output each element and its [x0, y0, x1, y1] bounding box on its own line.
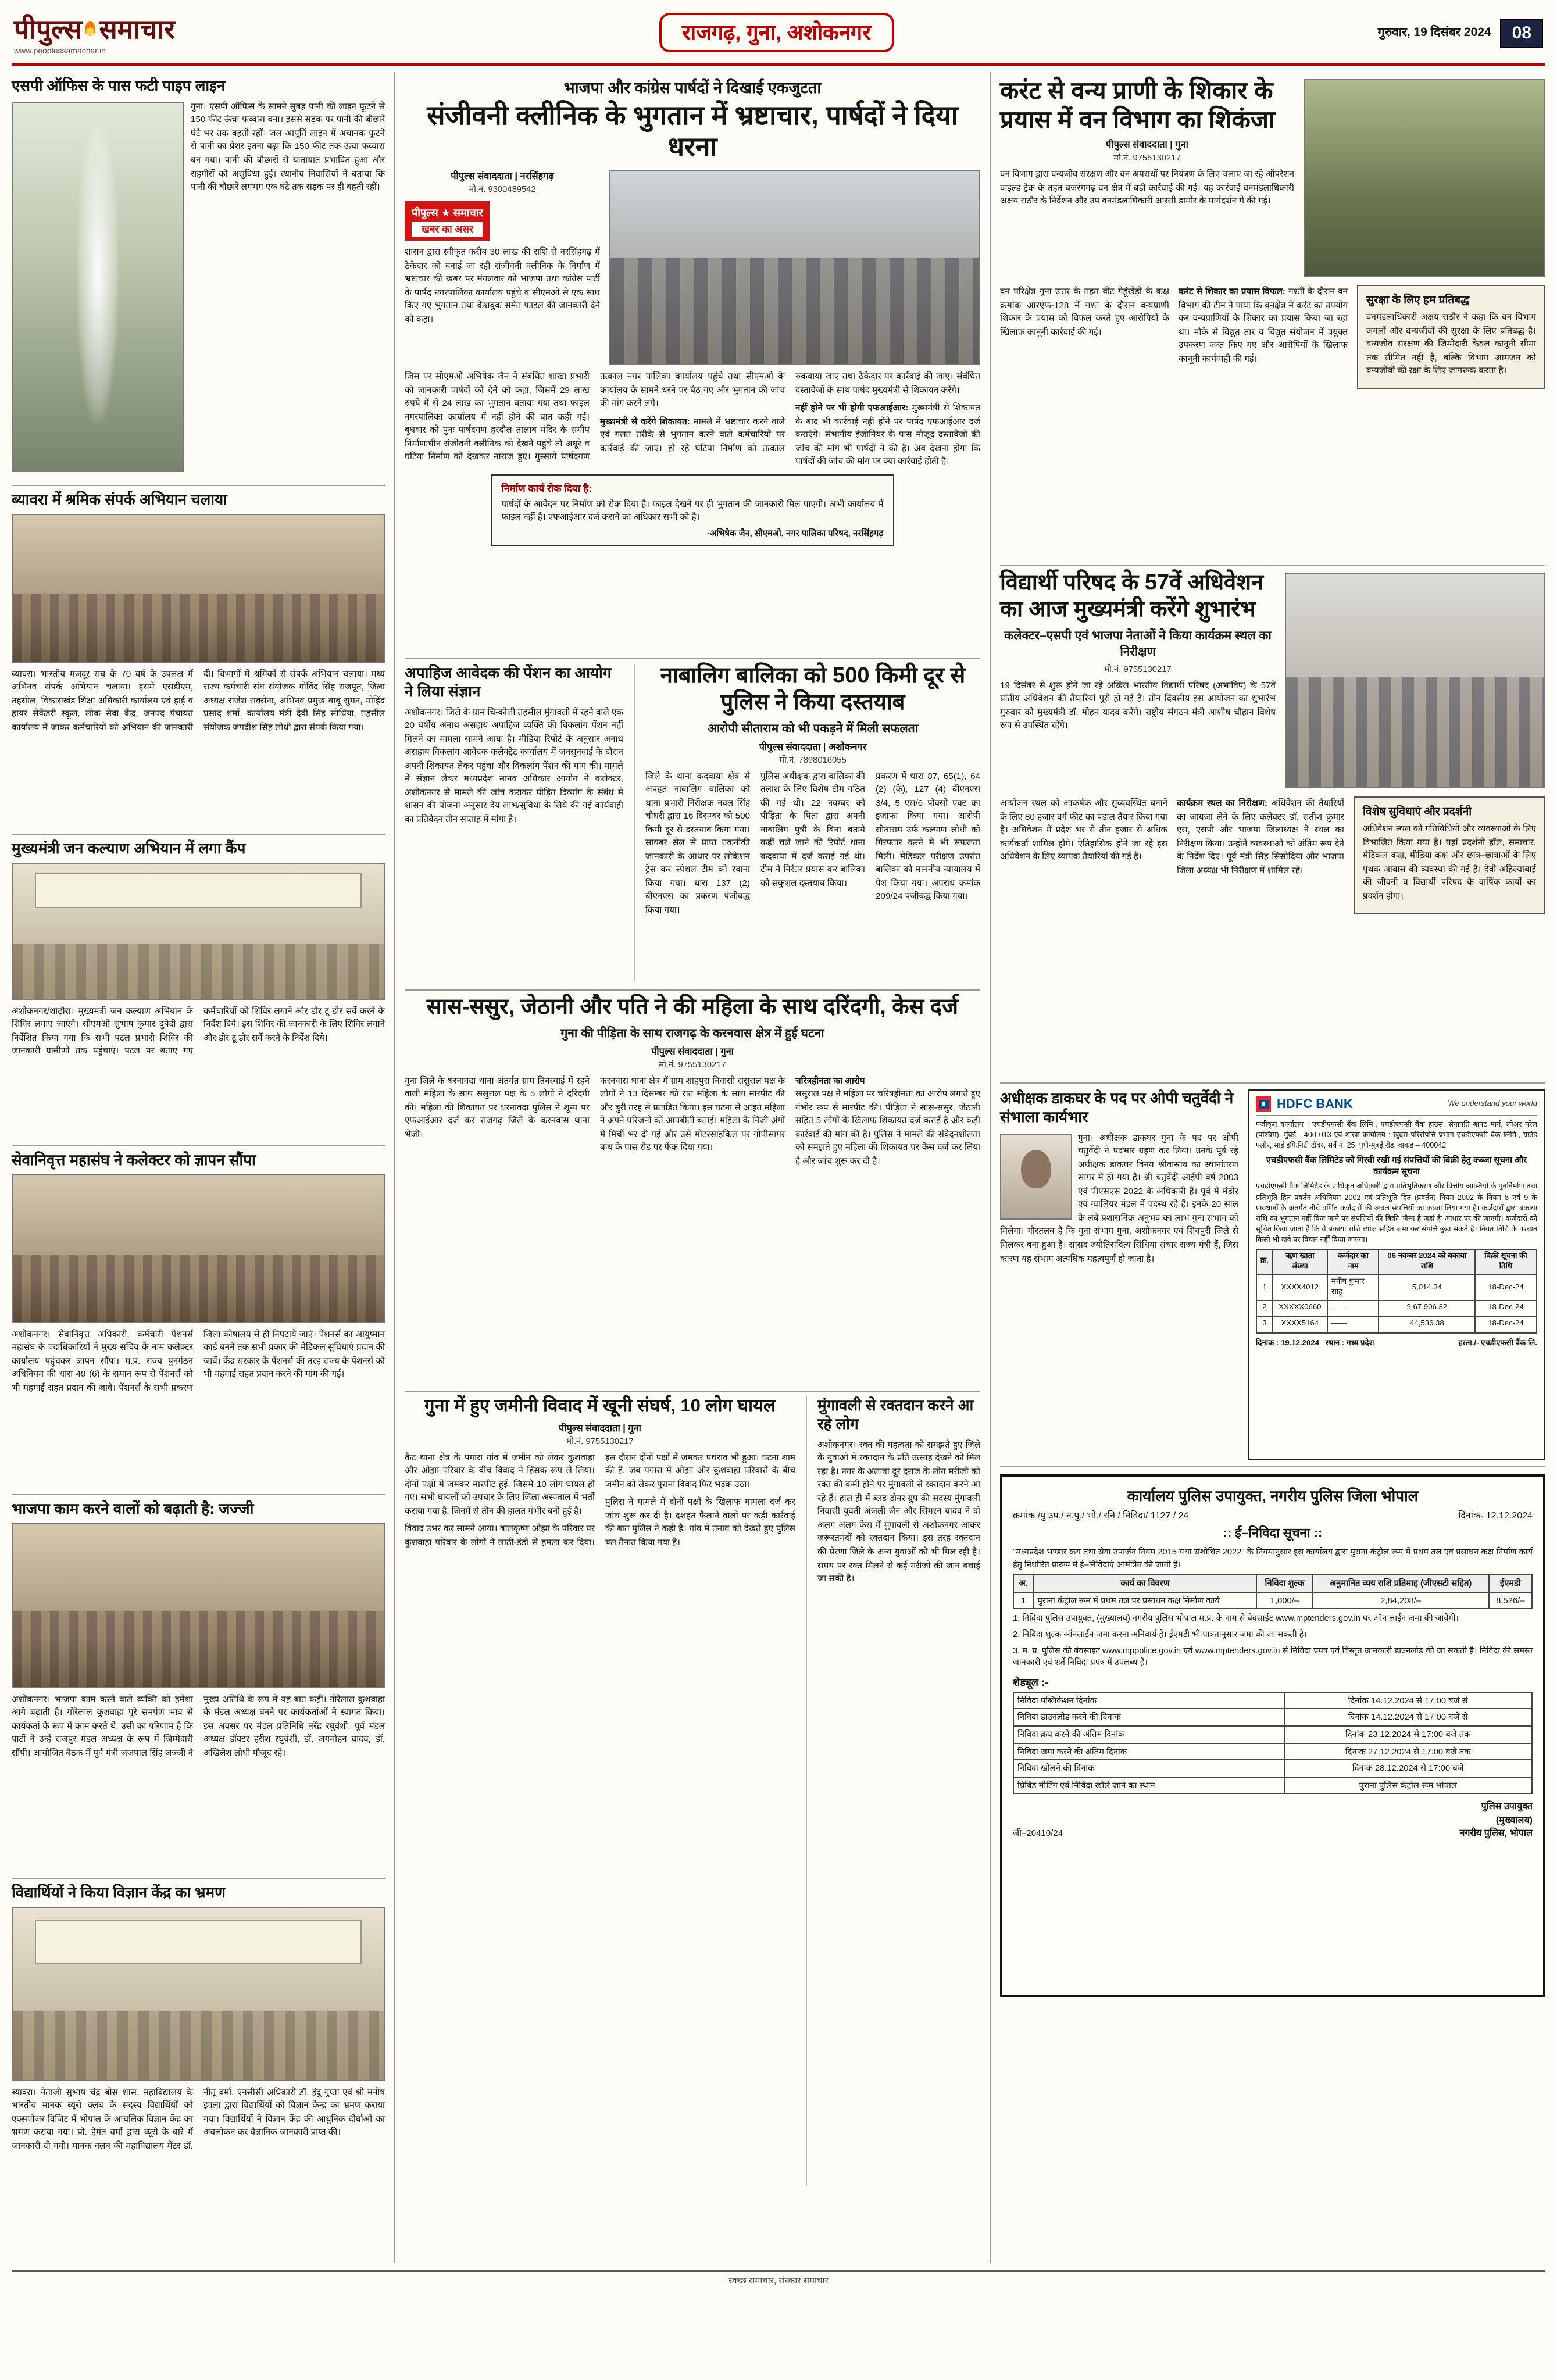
- article-headline: अपाहिज आवेदक की पेंशन का आयोग ने लिया संज्ञान: [405, 664, 612, 700]
- tender-signature: पुलिस उपायुक्त (मुख्यालय) नगरीय पुलिस, भोपाल: [1459, 1801, 1533, 1838]
- clash-blood-row: [405, 1392, 980, 2194]
- lead-phone: मो.नं. 9300489542: [469, 184, 536, 195]
- hdfc-legal-text: एचडीएफसी बैंक लिमिटेड के प्राधिकृत अधिकारी द्वारा प्रतिभूतिकरण और वित्तीय आस्तियों के पुनर्निर्माण तथा प्रतिभूति हित प्रवर्तन अधिनियम 2002 एवं प्रतिभूति हित (प्रवर्तन) नियम 2002 के नियम 8 एवं 9 के प्रावधानों के अंतर्गत नीचे वर्णित कर्जदारों की अचल संपत्तियों का कब्जा लिया गया है। कर्जदारों द्वारा बकाया राशि का भुगतान नहीं किए जाने पर संपत्तियों की बिक्री 'जैसा है जहां है' आधार पर की जाएगी। कर्जदारों को सूचित किया जाता है कि वे बकाया राशि ब्याज सहित जमा कर संपत्ति छुड़ा सकते हैं। नियत तिथि के पश्चात किसी भी दावे पर विचार नहीं किया जाएगा।: [1256, 1182, 1537, 1244]
- article-headline: अधीक्षक डाकघर के पद पर ओपी चतुर्वेदी ने संभाला कार्यभार: [1000, 1089, 1234, 1125]
- edition-region: राजगढ़, गुना, अशोकनगर: [659, 13, 894, 52]
- article-shramik-abhiyan: [12, 486, 385, 835]
- hdfc-date: दिनांक : 19.12.2024: [1256, 1339, 1320, 1347]
- tender-note-3: 3. म. प्र. पुलिस की बेवसाइट www.mppolice.gov.in एवं www.mptenders.gov.in से निविदा प्रपत्र एवं विस्तृत जानकारी डाउनलोड की जा सकती है। निविदा की समस्त जानकारी एवं शर्तें निविदा प्रपत्र में उपलब्ध हैं।: [1013, 1645, 1533, 1668]
- article-phone: मो.नं. 9755130217: [659, 1059, 726, 1070]
- article-land-clash: [405, 1396, 795, 2186]
- table-row: निविदा क्रय करने की अंतिम दिनांक दिनांक 23.12.2024 से 17:00 बजे तक: [1013, 1726, 1532, 1743]
- forest-left-cell: [1000, 77, 1294, 281]
- pension-rescue-row: [405, 659, 980, 991]
- hdfc-logo-icon: [1256, 1096, 1271, 1112]
- right-column: [991, 72, 1545, 2263]
- table-row: 2 XXXXX0660 —— 9,67,906.32 18-Dec-24: [1256, 1301, 1537, 1317]
- badge-line-1: पीपुल्स ★ समाचार: [412, 207, 483, 219]
- bjp-meeting-photo: [12, 1523, 385, 1688]
- table-row: निविदा डाउनलोड करने की दिनांक दिनांक 14.12.2024 से 17:00 बजे से: [1013, 1709, 1532, 1726]
- article-body: जिले के थाना कदवाया क्षेत्र से अपहृत नाबालिग बालिका को थाना प्रभारी निरीक्षक नवल सिंह चौधरी द्वारा 16 दिसम्बर को 500 किमी दूर से दस्तयाब किया गया। सायबर सेल से प्राप्त तकनीकी जानकारी के आधार पर लोकेशन ट्रेस कर स्पेशल टीम को रवाना किया गया। धारा 137 (2) बीएनएस का प्रकरण पंजीबद्ध किया गया। पुलिस अधीक्षक द्वारा बालिका की तलाश के लिए विशेष टीम गठित की गई थी। 22 नवम्बर को पीड़िता के पिता द्वारा अपनी नाबालिग पुत्री के बिना बताये कहीं चले जाने की रिपोर्ट थाना कदवाया में दर्ज कराई गई थी। टीम ने निरंतर प्रयास कर बालिका को सकुशल दस्तयाब किया। प्रकरण में धारा 87, 65(1), 64 (2) (के), 127 (4) बीएनएस 3/4, 5 एस/6 पोक्सो एक्ट का इजाफा किया गया। आरोपी सीताराम उर्फ कल्याण लोधी को गिरफ्तार करने में भी सफलता मिली। मेडिकल परीक्षण उपरांत बालिका को माननीय न्यायालय में पेश किया गया। अपराध क्रमांक 209/24 पंजीबद्ध किया गया।: [645, 770, 980, 915]
- badge-line-2: खबर का असर: [412, 223, 483, 238]
- article-pensioners-memorandum: [12, 1146, 385, 1495]
- exposure-visit-photo: [12, 1906, 385, 2081]
- tender-ref-number: क्रमांक /पु.उप./ न.पु./ भो./ रनि / निविदा/ 1127 / 24: [1013, 1510, 1189, 1521]
- hdfc-possession-table: क्र. ऋण खाता संख्या कर्जदार का नाम 06 नवम्बर 2024 को बकाया राशि बिक्री सूचना की तिथि 1 XXXX4012 मनीष कुमार साहू 5,014.34 18-Dec-24 2 XXXXX0660 —— 9,67,906.32 18-Dec-24 3 XXXX5164 —— 44,536.38 18-Dec-24: [1256, 1249, 1537, 1333]
- article-headline: ब्यावरा में श्रमिक संपर्क अभियान चलाया: [12, 490, 227, 508]
- cmo-quote-box: [491, 474, 894, 546]
- abvp-left-cell: [1000, 571, 1276, 793]
- article-headline: विद्यार्थी परिषद के 57वें अधिवेशन का आज मुख्यमंत्री करेंगे शुभारंभ: [1000, 571, 1264, 622]
- article-phone: मो.नं. 9755130217: [1104, 663, 1172, 674]
- article-deck: गुना की पीड़िता के साथ राजगढ़ के करनवास क्षेत्र में हुई घटना: [560, 1026, 824, 1041]
- schedule-heading: शेड्यूल :-: [1013, 1676, 1048, 1688]
- article-byline: पीपुल्स संवाददाता | गुना: [651, 1046, 734, 1057]
- article-burst-pipe: [12, 72, 385, 486]
- hdfc-notice-title: एचडीएफसी बैंक लिमिटेड को गिरवी रखी गई संपत्तियों की बिक्री हेतु कब्जा सूचना और कार्यक्रम सूचना: [1266, 1155, 1527, 1177]
- article-headline: सास-ससुर, जेठानी और पति ने की महिला के साथ दरिंदगी, केस दर्ज: [426, 995, 959, 1020]
- lead-body-intro: शासन द्वारा स्वीकृत करीब 30 लाख की राशि से नरसिंहगढ़ में ठेकेदार को बनाई जा रही संजीवनी क्लीनिक के निर्माण में भ्रष्टाचार की खबर पर मंगलवार को भाजपा तथा कांग्रेस पार्टी के पार्षद नगरपालिका कार्यालय पहुंचे व सीएमओ से एक साथ किए गए भुगतान तथा केशबुक समेत फाइल की जानकारी देने को कहा।: [405, 246, 600, 324]
- article-headline: गुना में हुए जमीनी विवाद में खूनी संघर्ष, 10 लोग घायल: [424, 1396, 776, 1416]
- quote-body: पार्षदों के आवेदन पर निर्माण को रोक दिया है। फाइल देखने पर ही भुगतान की जानकारी मिल पाएगी। अभी कार्यालय में फाइल नहीं है। एफआईआर दर्ज कराने का अधिकार सभी को है।: [501, 498, 884, 523]
- quote-attribution: -अभिषेक जैन, सीएमओ, नगर पालिका परिषद, नरसिंहगढ़: [707, 527, 884, 538]
- article-body-intro: 19 दिसंबर से शुरू होने जा रहे अखिल भारतीय विद्यार्थी परिषद (अभाविप) के 57वें प्रांतीय अधिवेशन की तैयारियां पूरी हो गई हैं। तीन दिवसीय इस आयोजन का शुभारंभ गुरुवार को मुख्यमंत्री डॉ. मोहन यादव करेंगे। राष्ट्रीय संगठन मंत्री आशीष चौहान विशेष रूप से उपस्थित रहेंगे।: [1000, 680, 1276, 731]
- article-byline: पीपुल्स संवाददाता | गुना: [559, 1423, 641, 1434]
- article-phone: मो.नं. 7898016055: [779, 754, 847, 765]
- article-byline: पीपुल्स संवाददाता | गुना: [1106, 140, 1188, 151]
- article-body-intro: वन विभाग द्वारा वन्यजीव संरक्षण और वन अपराधों पर नियंत्रण के लिए चलाए जा रहे ऑपरेशन वाइल्ड ट्रेक के तहत बजरंगगढ़ वन क्षेत्र में बड़ी कार्रवाई की गई। यह कार्रवाई वनमंडलाधिकारी अक्षय राठौर के निर्देशन और उप वनमंडलाधिकारी आरसी डामोर के मार्गदर्शन में की गई।: [1000, 169, 1294, 206]
- table-row: 3 XXXX5164 —— 44,536.38 18-Dec-24: [1256, 1317, 1537, 1332]
- lead-subhead-2: नहीं होने पर भी होगी एफआईआर:: [795, 402, 909, 413]
- quote-title: निर्माण कार्य रोक दिया है:: [501, 482, 592, 494]
- article-phone: मो.नं. 9755130217: [566, 1435, 634, 1446]
- article-bjp-jajji: [12, 1495, 385, 1879]
- center-column: [395, 72, 991, 2263]
- postmaster-portrait-photo: [1000, 1133, 1072, 1219]
- forest-operation-photo: [1304, 79, 1545, 277]
- forest-body-col: करंट से शिकार का प्रयास विफल: गश्ती के दौरान वन विभाग की टीम ने पाया कि वनक्षेत्र में करंट का उपयोग कर वन्यप्राणियों के शिकार का प्रयास किया जा रहा था। मौके से विद्युत तार व विद्युत संयोजन में प्रयुक्त उपकरण जब्त किए गए और आरोपियों के खिलाफ कानूनी कार्यवाही की गई।: [1179, 286, 1348, 364]
- khabar-ka-asar-badge: [405, 202, 490, 241]
- article-deck: कलेक्टर–एसपी एवं भाजपा नेताओं ने किया कार्यक्रम स्थल का निरीक्षण: [1004, 628, 1272, 659]
- website-url: www.peoplessamachar.in: [14, 48, 106, 56]
- article-deck: आरोपी सीताराम को भी पकड़ने में मिली सफलता: [707, 721, 919, 736]
- table-row: 1 XXXX4012 मनीष कुमार साहू 5,014.34 18-Dec-24: [1256, 1275, 1537, 1301]
- article-postmaster-charge: [1000, 1089, 1238, 1460]
- lead-headline: संजीवनी क्लीनिक के भुगतान में भ्रष्टाचार, पार्षदों ने दिया धरना: [427, 100, 958, 162]
- dharna-photo: [609, 170, 980, 366]
- article-body: अशोकनगर। भाजपा काम करने वाले व्यक्ति को हमेशा आगे बढ़ाती है। गोरेलाल कुशवाहा पूरे समर्पण भाव से कार्यकर्ता के रूप में काम करते थे, उसी का परिणाम है कि पार्टी ने उन्हें राजपुर मंडल अध्यक्ष के रूप में जिम्मेदारी सौंपी। आयोजित बैठक में पूर्व मंत्री जजपाल सिंह जज्जी ने मुख्य अतिथि के रूप में यह बात कही। गोरेलाल कुशवाहा के मंडल अध्यक्ष बनने पर कार्यकर्ताओं ने स्वागत किया। इस अवसर पर मंडल प्रतिनिधि नरेंद्र रघुवंशी, पूर्व मंडल अध्यक्ष डॉक्टर हरीश रघुवंशी, डॉ. जगमोहन यादव, डॉ. अखिलेश लोधी मौजूद रहे।: [12, 1693, 385, 1758]
- article-phone: मो.नं. 9755130217: [1113, 152, 1181, 163]
- tender-intro: "मध्यप्रदेश भण्डार क्रय तथा सेवा उपार्जन नियम 2015 यथा संशोधित 2022" के नियमानुसार इस कार्यालय द्वारा पुराना कंट्रोल रूम में प्रथम तल एवं प्रसाधन कक्ष निर्माण कार्य हेतु निर्धारित प्रारूप में ई–निविदाएं आमंत्रित की जाती हैं।: [1013, 1546, 1533, 1570]
- abvp-body-col: कार्यक्रम स्थल का निरीक्षण: अधिवेशन की तैयारियों का जायजा लेने के लिए कलेक्टर डॉ. सतीश कुमार एस, एसपी और भाजपा जिलाध्यक्ष ने स्थल का निरीक्षण किया। उन्होंने व्यवस्थाओं को अंतिम रूप देने के निर्देश दिए। पूर्व मंत्री सिंह सिसोदिया और भाजपा जिला अध्यक्ष भी निरीक्षण में शामिल रहे।: [1177, 798, 1344, 875]
- article-headline: मुंगावली से रक्तदान करने आ रहे लोग: [817, 1396, 974, 1432]
- article-pension-commission: [405, 664, 623, 981]
- article-blood-donation: [806, 1396, 980, 2186]
- tender-footer: [1013, 1800, 1533, 1839]
- camp-photo: [12, 862, 385, 999]
- masthead: [12, 7, 1545, 66]
- postmaster-hdfc-row: [1000, 1084, 1545, 1467]
- issue-date: गुरुवार, 19 दिसंबर 2024: [1377, 26, 1491, 40]
- police-tender-notice: [1000, 1474, 1545, 1997]
- table-row: निविदा पब्लिकेशन दिनांक दिनांक 14.12.2024 से 17:00 बजे से: [1013, 1692, 1532, 1709]
- lead-subhead-1: मुख्यमंत्री से करेंगे शिकायत:: [600, 416, 690, 427]
- article-headline: नाबालिग बालिका को 500 किमी दूर से पुलिस ने किया दस्तयाब: [660, 664, 966, 715]
- promo-body: अधिवेशन स्थल को गतिविधियों और व्यवस्थाओं के लिए विभाजित किया गया है। यहां प्रदर्शनी हॉल, समाचार, मेडिकल कक्ष, मीडिया कक्ष और छात्र–छात्राओं के लिए पृथक आवास की व्यवस्था की गई है। देवी अहिल्याबाई की जीवनी व विद्यार्थी परिषद के वार्षिक कार्यों का प्रदर्शन होगा।: [1363, 823, 1536, 901]
- table-row: प्रिबिड मीटिंग एवं निविदा खोले जाने का स्थान पुराना पुलिस कंट्रोल रूम भोपाल: [1013, 1777, 1532, 1794]
- article-abvp-convention: [1000, 566, 1545, 1084]
- hdfc-place: स्थान : मध्य प्रदेश: [1326, 1339, 1374, 1347]
- tender-work-table: अ. कार्य का विवरण निविदा शुल्क अनुमानित व्यय राशि प्रतिमाह (जीएसटी सहित) ईएमडी 1 पुराना कंट्रोल रूम में प्रथम तल पर प्रसाधन कक्ष निर्माण कार्य 1,000/– 2,84,208/– 8,526/–: [1013, 1574, 1533, 1610]
- main-grid: [12, 72, 1545, 2263]
- article-headline: भाजपा काम करने वालों को बढ़ाती है: जज्जी: [12, 1499, 254, 1517]
- article-body: अशोकनगर/शाढ़ौरा। मुख्यमंत्री जन कल्याण अभियान के शिविर लगाए जाएंगे। सीएमओ सुभाष कुमार दुबेदी द्वारा निर्देशित किया गया कि सभी पटल प्रभारी शिविर की जानकारी ग्रामीणों तक पहुंचाएं। पटल पर बताए गए कर्मचारियों को शिविर लगाने और डोर टू डोर सर्वे करने के निर्देश दिये। इस शिविर की जानकारी के लिए शिविर लगाने और डोर टू डोर सर्वे करने के निर्देश दिये।: [12, 1005, 385, 1056]
- memorandum-photo: [12, 1174, 385, 1323]
- promo-title: सुरक्षा के लिए हम प्रतिबद्ध: [1366, 294, 1470, 307]
- article-headline: सेवानिवृत्त महासंघ ने कलेक्टर को ज्ञापन सौंपा: [12, 1150, 256, 1168]
- promo-title: विशेष सुविधाएं और प्रदर्शनी: [1363, 806, 1472, 819]
- article-body: अशोकनगर। जिले के ग्राम चिन्कोली तहसील मुंगावली में रहने वाले एक 20 वर्षीय अनाथ असहाय अपाहिज व्यक्ति की विकलांग पेंशन नहीं मिलने का मामला सामने आया है। मीडिया रिपोर्ट के अनुसार अनाथ असहाय विकलांग आवेदक कलेक्ट्रेट कार्यालय में जनसुनवाई के दौरान अपनी शिकायत लेकर पहुंचा और विकलांग पेंशन की मांग की। मामले में संज्ञान लेकर मध्यप्रदेश मानव अधिकार आयोग ने कलेक्टर, अशोकनगर से मामले की जांच कराकर पीड़ित दिव्यांग के संबंध में शासन की योजना अनुसार देय लाभ/सुविधा के लिये की गई कार्यवाही का प्रतिवेदन तीन सप्ताह में मांगा है।: [405, 706, 623, 824]
- tender-code: जी–20410/24: [1013, 1828, 1063, 1839]
- lead-left-cell: [405, 168, 600, 370]
- tender-note-1: 1. निविदा पुलिस उपायुक्त, (मुख्यालय) नगरीय पुलिस भोपाल म.प्र. के नाम से बेवसाईट www.mptenders.gov.in पर ऑन लाईन जमा की जावेगी।: [1013, 1613, 1459, 1624]
- article-jan-kalyan-camp: [12, 835, 385, 1146]
- page-number: 08: [1501, 18, 1543, 47]
- flame-icon: [85, 20, 96, 35]
- tender-schedule-table: [1013, 1691, 1533, 1795]
- article-body: कैंट थाना क्षेत्र के पगारा गांव में जमीन को लेकर कुशवाहा और ओझा परिवार के बीच विवाद ने हिंसक रूप ले लिया। दोनों पक्षों में जमकर मारपीट हुई, जिसमें 10 लोग घायल हो गए। सभी घायलों को उपचार के लिए जिला अस्पताल में भर्ती कराया गया है, जिनमें से तीन की हालत गंभीर बनी हुई है। विवाद उभर कर सामने आया। बालकृष्ण ओझा के परिवार पर कुशवाहा परिवार के लोगों ने लाठी-डंडों से हमला कर दिया। इस दौरान दोनों पक्षों में जमकर पथराव भी हुआ। घटना शाम की है, जब पगारा में ओझा और कुशवाहा परिवारों के बीच जमीन को लेकर पुराना विवाद फिर भड़क उठा। पुलिस ने मामले में दोनों पक्षों के खिलाफ मामला दर्ज कर जांच शुरू कर दी है। दशहत फैलाने वालों पर कड़ी कार्रवाई की बात पुलिस ने कही है। गांव में तनाव को देखते हुए पुलिस बल तैनात किया गया है।: [405, 1452, 795, 1548]
- article-body: ब्यावरा। नेताजी सुभाष चंद्र बोस शास. महाविद्यालय के भारतीय मानक ब्यूरो क्लब के सदस्य विद्यार्थियों को एक्सपोजर विजिट में भोपाल के आंचलिक विज्ञान केंद्र का भ्रमण कराया गया। प्रो. हेमंत वर्मा द्वारा ब्यूरो के बारे में जानकारी दी गयी। मानक क्लब की महाविद्यालय मेंटर डॉ. नीतू वर्मा, एनसीसी अधिकारी डॉ. इंदु गुप्ता एवं श्री मनीष झाला द्वारा विद्यार्थियों को विज्ञान केन्द्र का भ्रमण कराया गया। विद्यार्थियों ने विज्ञान केंद्र की आधुनिक दीर्घाओं का अवलोकन कर वैज्ञानिक जानकारी प्राप्त की।: [12, 2086, 385, 2151]
- article-headline: मुख्यमंत्री जन कल्याण अभियान में लगा कैंप: [12, 839, 246, 857]
- article-body: अशोकनगर। सेवानिवृत्त अधिकारी, कर्मचारी पेंशनर्स महासंघ के पदाधिकारियों ने मुख्य सचिव के नाम कलेक्टर कार्यालय पहुंचकर ज्ञापन सौंपा। म.प्र. राज्य पुनर्गठन अधिनियम की धारा 49 (6) के समान रूप से पेंशनर्स को भी मंहगाई राहत प्रदान की जावे। पेंशनर्स के सभी प्रकरण जिला कोषालय से ही निपटाये जाएं। पेंशनर्स का आयुष्मान कार्ड बनने तक सभी प्रकार की मेडिकल सुविधाएं प्रदान की जावें। केंद्र सरकार के पेंशनर्स की तरह राज्य के पेंशनर्स को भी महंगाई राहत प्रदान करने की मांग की गई।: [12, 1328, 385, 1393]
- table-row: 1 पुराना कंट्रोल रूम में प्रथम तल पर प्रसाधन कक्ष निर्माण कार्य 1,000/– 2,84,208/– 8,526/–: [1013, 1592, 1532, 1609]
- abvp-body-col: आयोजन स्थल को आकर्षक और सुव्यवस्थित बनाने के लिए 80 हजार वर्ग फीट का पंडाल तैयार किया गया है। अधिवेशन में प्रदेश भर से तीन हजार से अधिक कार्यकर्ता शामिल होंगे। ऐतिहासिक होने जा रहे इस अधिवेशन के लिए व्यापक तैयारियां की गई हैं।: [1000, 798, 1167, 862]
- article-headline: एसपी ऑफिस के पास फटी पाइप लाइन: [12, 77, 226, 94]
- article-atrocity-case: [405, 991, 980, 1392]
- lead-byline: पीपुल्स संवाददाता | नरसिंहगढ़: [451, 171, 554, 182]
- hdfc-brand: HDFC BANK: [1277, 1097, 1353, 1111]
- atrocity-subhead: चरित्रहीनता का आरोप: [795, 1075, 865, 1086]
- newspaper-logo: [14, 9, 175, 56]
- promo-body: वनमंडलाधिकारी अक्षय राठौर ने कहा कि वन विभाग जंगलों और वन्यजीवों की सुरक्षा के लिए प्रतिबद्ध है। वन्यजीव संरक्षण की जिम्मेदारी केवल कानूनी सीमा तक सीमित नहीं है, बल्कि विभाग आमजन को वन्यजीवों की रक्षा के लिए जागरूक करता है।: [1366, 312, 1536, 376]
- tender-ref-date: दिनांक- 12.12.2024: [1458, 1510, 1533, 1521]
- lead-story: [405, 72, 980, 659]
- left-column: [12, 72, 395, 2263]
- article-body: गुना। एसपी ऑफिस के सामने सुबह पानी की लाइन फूटने से 150 फीट ऊंचा फव्वारा बना। इससे सड़क पर पानी की बौछारें घंटे भर तक बहती रहीं। जल आपूर्ति लाइन में अचानक फूटने से पानी का प्रेशर इतना बढ़ा कि 150 फीट तक ऊंचा फव्वारा बन गया। पानी की बौछारों से यातायात प्रभावित हुआ और राहगीरों को असुविधा हुई। स्थानीय निवासियों ने बताया कि पानी की बौछारें लगभग एक घंटे तक सड़क पर ही बहती रहीं।: [191, 101, 385, 192]
- hdfc-footer: [1256, 1336, 1537, 1347]
- article-science-centre-visit: [12, 1879, 385, 2263]
- forest-commitment-box: [1357, 285, 1545, 389]
- abvp-subhead: कार्यक्रम स्थल का निरीक्षण:: [1177, 798, 1267, 808]
- forest-subhead: करंट से शिकार का प्रयास विफल:: [1179, 286, 1285, 296]
- article-headline: विद्यार्थियों ने किया विज्ञान केंद्र का भ्रमण: [12, 1883, 226, 1901]
- article-byline: पीपुल्स संवाददाता | अशोकनगर: [759, 741, 867, 752]
- hdfc-bank-notice: [1248, 1089, 1545, 1460]
- hdfc-tagline: We understand your world: [1448, 1100, 1537, 1108]
- article-minor-rescued: [634, 664, 980, 981]
- hdfc-signature: हस्ता./- एचडीएफसी बैंक लि.: [1458, 1339, 1537, 1347]
- article-body: ब्यावरा। भारतीय मजदूर संघ के 70 वर्ष के उपलक्ष में अभिनव संपर्क अभियान चलाया। इसमें एसडीएम, तहसील, विकासखंड शिक्षा अधिकारी कार्यालय एवं हाई व हायर सेकेंडरी स्कूल, लोक सेवा केंद्र, जनपद पंचायत कार्यालय में जाकर कर्मचारियों को अभियान की जानकारी दी। विभागों में श्रमिकों से संपर्क अभियान चलाया। मध्य राज्य कर्मचारी संघ संयोजक गोविंद सिंह राजपूत, जिला अध्यक्ष राजेश सक्सेना, अभिनव प्रमुख बाबू सुमन, मोहिंद प्रसाद शर्मा, कार्यालय मंत्री देवी सिंह सोधिया, तहसील संयोजक जगदीश सिंह लोधी द्वारा संपर्क किया गया।: [12, 668, 385, 732]
- article-headline: करंट से वन्य प्राणी के शिकार के प्रयास में वन विभाग का शिकंजा: [1000, 78, 1275, 134]
- hdfc-header: [1256, 1096, 1537, 1116]
- shramik-group-photo: [12, 513, 385, 662]
- article-body: गुना। अधीक्षक डाकघर गुना के पद पर ओपी चतुर्वेदी ने पदभार ग्रहण कर लिया। उनके पूर्व रहे अधीक्षक डाकघर विनय श्रीवास्तव का स्थानांतरण सागर में हो गया है। श्री चतुर्वेदी आईपी वर्ष 2003 एवं पीएसएस 2022 के अधिकारी हैं। पूर्व में मंडोर एवं ग्वालियर मंडल में पदस्थ रहे हैं। इनके 20 साल के लंबे प्रशासनिक अनुभव का लाभ गुना संभाग को मिलेगा। गौरतलब है कि गुना संभाग गुना, अशोकनगर एवं शिवपुरी जिले से मिलकर बना हुआ है। सांसद ज्योतिरादित्य सिंधिया संचार राज्य मंत्री हैं, जिस कारण यह संभाग अत्यधिक महत्वपूर्ण हो जाता है।: [1000, 1132, 1238, 1263]
- date-block: [1378, 18, 1543, 47]
- burst-pipe-photo: [12, 102, 184, 472]
- lead-body-columns: जिस पर सीएमओ अभिषेक जैन ने संबंधित शाखा प्रभारी को जानकारी पार्षदों को देने को कहा, जिसमें 29 लाख रुपये में से 24 लाख का भुगतान बताया गया तथा फाइल नगरपालिका कार्यालय में नहीं होने की बात कही गई। बुधवार को पुनः पार्षदगण हरदौल तालाब मंदिर के समीप निर्माणाधीन संजीवनी क्लीनिक को देखने पहुंचे तो अधूरे व घटिया निर्माण को देखकर नाराज हुए। गुस्साये पार्षदगण तत्काल नगर पालिका कार्यालय पहुंचे तथा सीएमओ के कार्यालय के सामने धरने पर बैठ गए और भुगतान की जांच की मांग करने लगे। मुख्यमंत्री से करेंगे शिकायत: मामले में भ्रष्टाचार करने वाले एवं गलत तरीके से भुगतान करने वाले कर्मचारियों पर कार्रवाई की जाए। हो रहे घटिया निर्माण को तत्काल रुकवाया जाए तथा ठेकेदार पर कार्रवाई की जाए। संबंधित दस्तावेजों के साथ पार्षद मुख्यमंत्री से शिकायत करेंगे। नहीं होने पर भी होगी एफआईआर: मुख्यमंत्री से शिकायत के बाद भी कार्रवाई नहीं होने पर पार्षद एफआईआर दर्ज कराएंगे। संभागीय इंजीनियर के पास मौजूद दस्तावेजों की जांच की मांग भी पार्षदों ने की है। अब देखना होगा कि पार्षदों की जांच की मांग पर क्या कार्रवाई होती है।: [405, 371, 980, 467]
- article-forest-dept-poaching: [1000, 72, 1545, 566]
- logo-word-2: समाचार: [99, 14, 176, 44]
- lead-kicker: भाजपा और कांग्रेस पार्षदों ने दिखाई एकजुटता: [563, 79, 822, 97]
- tender-title: :: ई–निविदा सूचना ::: [1223, 1527, 1323, 1541]
- site-inspection-photo: [1285, 573, 1545, 788]
- abvp-facilities-box: [1354, 796, 1545, 914]
- page-footer-tagline: स्वच्छ समाचार, संस्कार समाचार: [12, 2270, 1545, 2287]
- hdfc-address: पंजीकृत कार्यालय : एचडीएफसी बैंक लिमि., एचडीएफसी बैंक हाउस, सेनापति बापट मार्ग, लोअर परेल (पश्चिम), मुंबई - 400 013 एवं शाखा कार्यालय : खुदरा परिसंपत्ति प्रभाग एचडीएफसी बैंक लिमि., ग्राउंड फ्लोर, साईं इंफिनिटी टॉवर, सर्वे नं. 25, पुणे-मुंबई रोड, वाकड – 400042: [1256, 1121, 1537, 1150]
- article-body: गुना जिले के धरनावदा थाना अंतर्गत ग्राम तिनस्याई में रहने वाली महिला के साथ ससुराल पक्ष के 5 लोगों ने दरिंदगी की। महिला की शिकायत पर धरनावदा पुलिस ने शून्य पर एफआईआर दर्ज कर राजगढ़ जिले के करनवास थाना भेजी। करनवास थाना क्षेत्र में ग्राम शाहपुरा निवासी ससुराल पक्ष के लोगों ने 13 दिसम्बर की रात महिला के साथ मारपीट की और बुरी तरह से प्रताड़ित किया। इस घटना से आहत महिला ने अपने परिजनों को आपबीती बताई। महिला के निजी अंगों में मिर्ची भर दी गई और उसे मोटरसाइकिल पर गोपीसागर बांध के पास रोड पर फेंक दिया गया। चरित्रहीनता का आरोप ससुराल पक्ष ने महिला पर चरित्रहीनता का आरोप लगाते हुए गंभीर रूप से मारपीट की। पीड़िता ने सास-ससुर, जेठानी सहित 5 लोगों के खिलाफ शिकायत दर्ज कराई है और कड़ी कार्रवाई की मांग की है। पुलिस ने मामले की संवेदनशीलता को समझते हुए महिला की शिकायत पर केस दर्ज कर लिया है और जांच शुरू कर दी है।: [405, 1075, 980, 1166]
- logo-word-1: पीपुल्स: [14, 14, 82, 44]
- article-body: अशोकनगर। रक्त की महत्वता को समझते हुए जिले के युवाओं में रक्तदान के प्रति उत्साह देखने को मिल रहा है। नगर के अलावा दूर दराज के लोग मरीजों को रक्त की कमी होने पर मुंगावली से रक्तदान करने आ रहे हैं। हाल ही में ब्लड डोनर ग्रुप की सदस्य मुंगावली निवासी युवती अंजली जैन और सिमरन यादव ने दो अलग अलग केस में मुंगावली से अशोकनगर आकर जरूरतमंदों को रक्तदान किया। इस तरह रक्तदान की प्रेरणा जिले के अन्य युवाओं को भी मिल रही है। समय पर रक्त मिलने से कई मरीजों की जान बचाई जा सकी है।: [817, 1439, 980, 1584]
- tender-note-2: 2. निविदा शुल्क ऑनलाईन जमा करना अनिवार्य है। ईएमडी भी पात्रतानुसार जमा की जा सकती है।: [1013, 1628, 1307, 1639]
- tender-ref-row: [1013, 1509, 1533, 1522]
- table-row: निविदा जमा करने की अंतिम दिनांक दिनांक 27.12.2024 से 17:00 बजे तक: [1013, 1743, 1532, 1760]
- tender-office: कार्यालय पुलिस उपायुक्त, नगरीय पुलिस जिला भोपाल: [1127, 1487, 1419, 1505]
- forest-body-col: वन परिक्षेत्र गुना उत्तर के तहत बीट गेहूंखेड़ी के कक्ष क्रमांक आरएफ-128 में गश्त के दौरान वन्यप्राणी शिकार के प्रयास को विफल करते हुए आरोपियों के खिलाफ कानूनी कार्रवाई की गई।: [1000, 286, 1169, 337]
- table-row: निविदा खोलने की दिनांक दिनांक 28.12.2024 से 17:00 बजे: [1013, 1760, 1532, 1777]
